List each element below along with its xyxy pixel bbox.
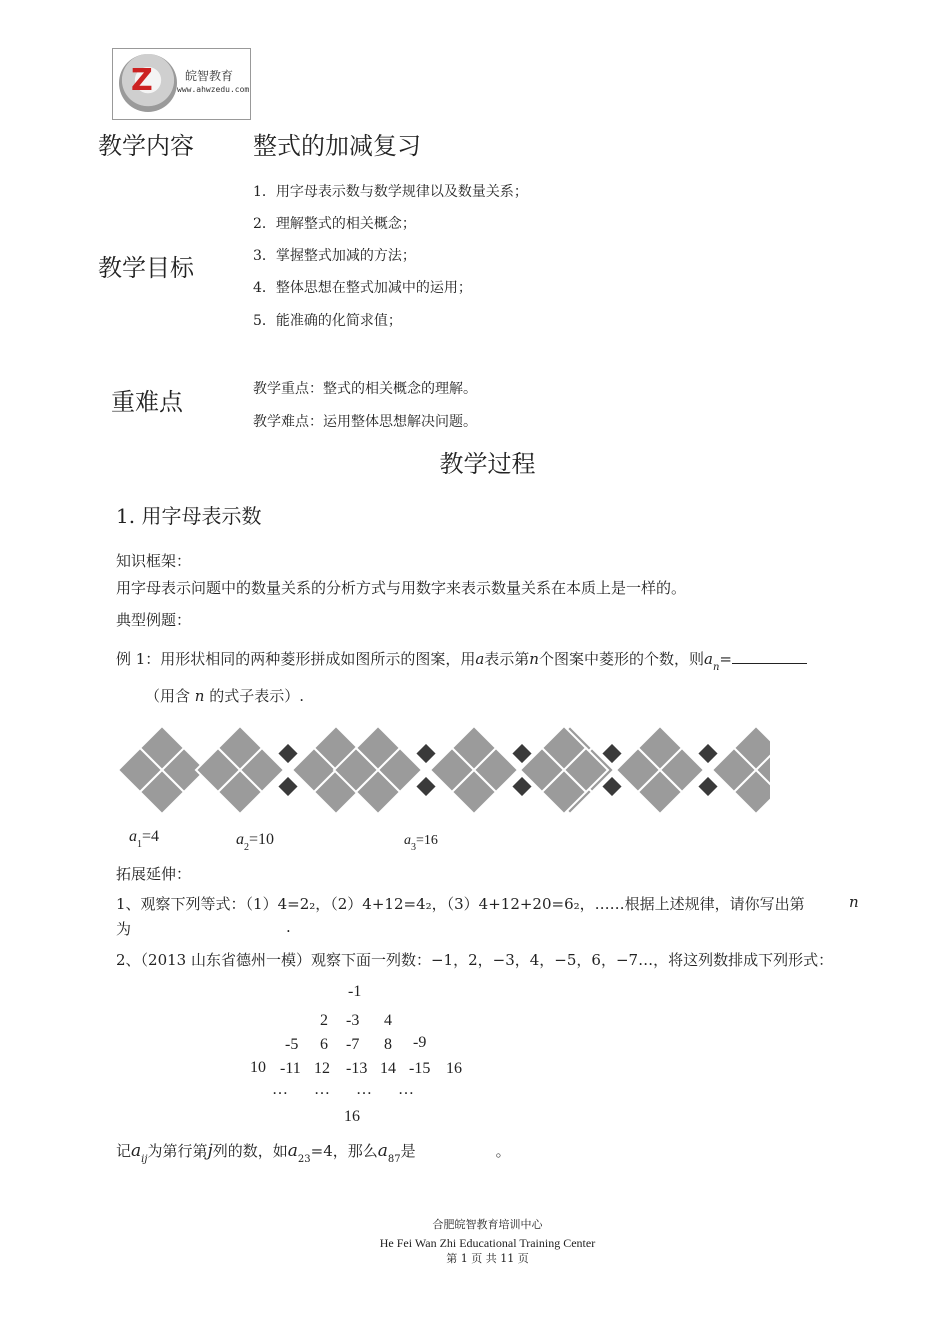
note-text: 列的数，如 [212, 1142, 288, 1160]
subscript-23: 23 [297, 1154, 311, 1165]
example1-line1 [116, 648, 807, 673]
var-a: a [377, 1141, 388, 1161]
label-var: a [129, 828, 137, 845]
var-n: n [194, 687, 205, 705]
triangle-cell: 8 [384, 1036, 392, 1053]
note-text: 记 [116, 1142, 132, 1160]
triangle-cell: 6 [320, 1036, 328, 1053]
framework-label: 知识框架： [116, 552, 192, 570]
subscript-87: 87 [387, 1154, 401, 1165]
triangle-cell: -7 [346, 1036, 360, 1053]
example1-text: 表示第 [484, 650, 530, 668]
keypoints-label: 重难点 [111, 388, 183, 416]
equals: = [719, 650, 732, 668]
footer-en: He Fei Wan Zhi Educational Training Center [379, 1236, 596, 1250]
triangle-cell: -9 [413, 1034, 427, 1051]
triangle-dots: … [272, 1081, 288, 1098]
question2: 2、（2013 山东省德州一模）观察下面一列数：−1，2，−3，4，−5，6，−7…，将这列数排成下列形式： [116, 951, 834, 969]
objective-item: 5．能准确的化简求值； [253, 313, 402, 329]
examples-label: 典型例题： [116, 611, 192, 629]
logo-url: www.ahwzedu.com [177, 85, 250, 94]
diamond-pattern-figure [110, 725, 770, 840]
var-n: n [529, 650, 539, 668]
question1-line1: 1、观察下列等式：（1）4=2₂，（2）4+12=4₂，（3）4+12+20=6₂，……根据上述规律，请你写出第 [116, 895, 805, 913]
note-line [116, 1140, 511, 1165]
dark-diamond [697, 743, 719, 765]
triangle-cell: 14 [380, 1060, 396, 1077]
process-title: 教学过程 [439, 450, 536, 478]
triangle-cell: 2 [320, 1012, 328, 1029]
triangle-cell: 16 [446, 1060, 462, 1077]
dark-diamond [277, 743, 299, 765]
label-sub: 2 [244, 842, 249, 853]
figure-label-2 [236, 831, 275, 853]
label-val: =16 [416, 833, 438, 848]
extension-label: 拓展延伸： [116, 865, 192, 883]
triangle-dots: … [314, 1081, 330, 1098]
framework-text: 用字母表示问题中的数量关系的分析方式与用数字来表示数量关系在本质上是一样的。 [116, 579, 687, 597]
content-label: 教学内容 [98, 132, 194, 160]
triangle-cell: 4 [384, 1012, 392, 1029]
objective-item: 2．理解整式的相关概念； [253, 216, 416, 232]
focus-text: 教学重点：整式的相关概念的理解。 [253, 381, 477, 397]
var-a: a [131, 1141, 142, 1161]
var-j: j [207, 1141, 213, 1161]
dark-diamond [415, 743, 437, 765]
triangle-cell: -1 [348, 983, 362, 1000]
label-sub: 1 [137, 839, 142, 850]
label-var: a [404, 833, 411, 848]
objective-item: 4．整体思想在整式加减中的运用； [253, 280, 472, 296]
triangle-dots: … [356, 1081, 372, 1098]
content-value: 整式的加减复习 [253, 132, 421, 160]
subscript-ij: ij [141, 1154, 148, 1165]
example1-text: 例 1：用形状相同的两种菱形拼成如图所示的图案，用 [116, 650, 476, 668]
triangle-cell: 16 [344, 1108, 360, 1125]
logo-name: 皖智教育 [185, 69, 234, 83]
objective-item: 1．用字母表示数与数学规律以及数量关系； [253, 184, 528, 200]
note-text: =4，那么 [310, 1142, 378, 1160]
label-val: =4 [142, 828, 160, 845]
dark-diamond [277, 776, 299, 798]
figure-label-3 [404, 833, 438, 853]
var-a: a [475, 650, 485, 668]
objective-item: 3．掌握整式加减的方法； [253, 248, 416, 264]
label-sub: 3 [411, 842, 416, 853]
example1-line2 [145, 685, 304, 706]
dark-diamond [697, 776, 719, 798]
difficulty-text: 教学难点：运用整体思想解决问题。 [253, 414, 477, 430]
example1-text: 个图案中菱形的个数，则 [538, 650, 704, 668]
example1-text: 的式子表示）. [209, 687, 305, 705]
question1-line2a: 为 [116, 920, 132, 938]
dark-diamond [415, 776, 437, 798]
question1-line2b: . [286, 918, 291, 936]
triangle-cell: -15 [409, 1060, 431, 1077]
var-n: n [849, 893, 859, 911]
objectives-label: 教学目标 [98, 254, 194, 282]
label-val: =10 [249, 831, 275, 848]
logo-z-icon: Z [131, 63, 153, 98]
triangle-cell: 12 [314, 1060, 330, 1077]
label-var: a [236, 831, 244, 848]
triangle-cell: 10 [250, 1059, 266, 1076]
figure-label-1 [129, 828, 160, 850]
logo [112, 48, 251, 120]
triangle-dots: … [398, 1081, 414, 1098]
subscript-n: n [712, 662, 720, 673]
var-a: a [703, 650, 713, 668]
answer-blank[interactable] [732, 649, 807, 664]
section-title: 1. 用字母表示数 [116, 504, 262, 528]
note-text: 。 [495, 1142, 511, 1160]
footer-cn: 合肥皖智教育培训中心 [432, 1218, 543, 1231]
triangle-cell: -11 [280, 1060, 301, 1077]
triangle-cell: -5 [285, 1036, 299, 1053]
note-text: 是 [400, 1142, 416, 1160]
footer-page: 第 1 页 共 11 页 [446, 1252, 529, 1265]
example1-text: （用含 [145, 687, 191, 705]
note-text: 为第行第 [147, 1142, 208, 1160]
var-a: a [287, 1141, 298, 1161]
triangle-cell: -13 [346, 1060, 368, 1077]
triangle-cell: -3 [346, 1012, 360, 1029]
